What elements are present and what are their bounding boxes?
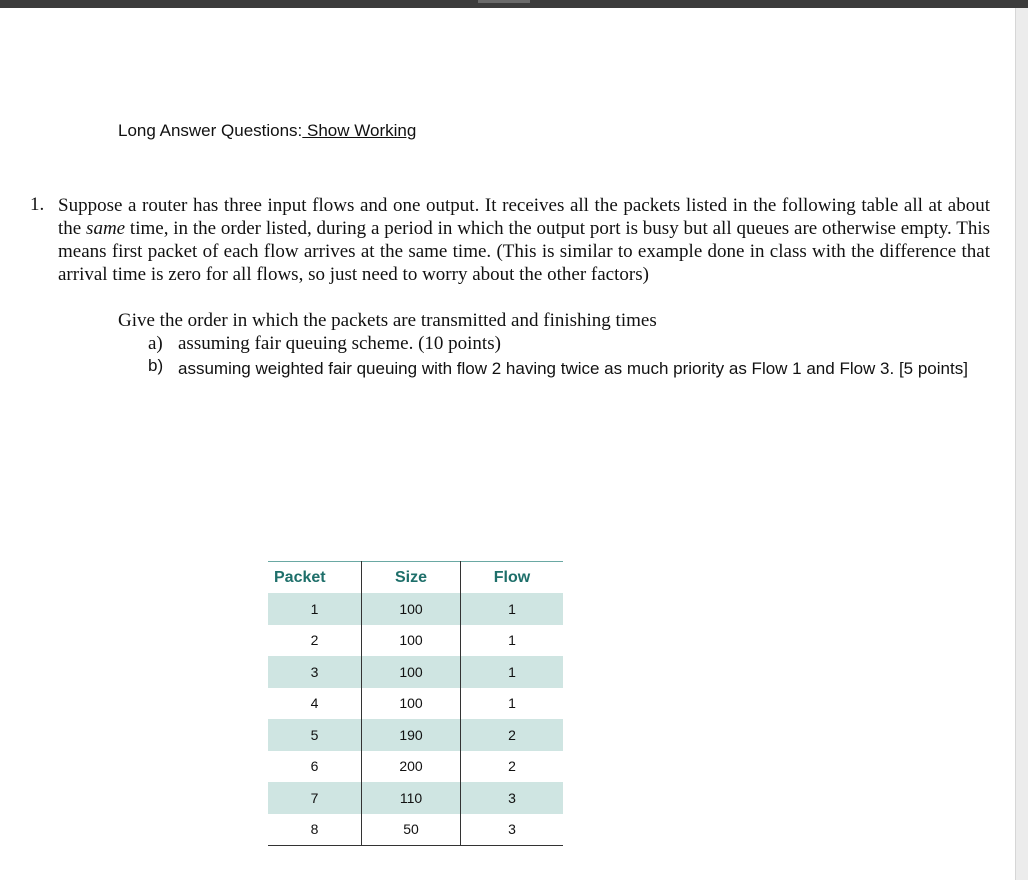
- table-row: [268, 656, 563, 688]
- question-text-part2: time, in the order listed, during a period in which the output port is busy but all queues are otherwise empty. This means first packet of each flow arrives at the same time. (This is similar to example done in class with the difference that arrival time is zero for all flows, so just need to worry about the other factors): [58, 218, 990, 285]
- table-row: [268, 782, 563, 814]
- cell-flow: 1: [461, 593, 564, 625]
- heading-prefix: Long Answer Questions:: [118, 121, 303, 140]
- header-packet: Packet: [268, 562, 362, 594]
- question-text: [58, 194, 990, 286]
- cell-packet: 8: [268, 814, 362, 846]
- cell-size: 100: [362, 656, 461, 688]
- cell-flow: 1: [508, 695, 516, 712]
- table-row: [268, 688, 563, 720]
- table-row: [268, 719, 563, 751]
- table-row: [268, 593, 563, 625]
- cell-size: 100: [362, 593, 461, 625]
- cell-packet: 6: [268, 751, 362, 783]
- cell-packet: 5: [268, 719, 362, 751]
- cell-packet: 4: [268, 688, 362, 720]
- header-flow: Flow: [461, 562, 564, 594]
- cell-size: 190: [362, 719, 461, 751]
- cell-size: 200: [362, 751, 461, 783]
- instruction-text: Give the order in which the packets are transmitted and finishing times: [118, 310, 657, 331]
- cell-size: 100: [362, 625, 461, 657]
- header-size: Size: [362, 562, 461, 594]
- question-text-part1: Suppose a router has three input flows and one output. It receives all the packets listed in the following table all at about the: [58, 195, 990, 239]
- cell-packet: 1: [268, 593, 362, 625]
- question-text-emphasis: same: [86, 218, 126, 239]
- scrollbar-track[interactable]: [1015, 8, 1028, 880]
- cell-packet: 3: [268, 656, 362, 688]
- cell-flow: 2: [461, 719, 564, 751]
- cell-flow: 3: [461, 782, 564, 814]
- cell-flow: 2: [508, 758, 516, 775]
- cell-size: 110: [362, 782, 461, 814]
- table-header-row: [268, 562, 563, 594]
- cell-size: 50: [362, 814, 461, 846]
- table-row: [268, 751, 563, 783]
- section-heading: [118, 121, 416, 141]
- table-row: [268, 625, 563, 657]
- heading-underlined: Show Working: [302, 121, 417, 140]
- window-top-bar: [0, 0, 1028, 8]
- subquestion-b-label: b): [148, 356, 164, 375]
- subquestion-b-text: assuming weighted fair queuing with flow 2 having twice as much priority as Flow 1 and Flow 3. [5 points]: [178, 359, 968, 378]
- cell-packet: 2: [268, 625, 362, 657]
- cell-flow: 1: [508, 632, 516, 649]
- question-number: 1.: [30, 194, 45, 215]
- packet-table: [268, 561, 563, 846]
- subquestion-a-label: a): [148, 333, 163, 354]
- cell-size: 100: [362, 688, 461, 720]
- cell-packet: 7: [268, 782, 362, 814]
- subquestion-a-text: assuming fair queuing scheme. (10 points): [178, 333, 501, 354]
- table-row: [268, 814, 563, 846]
- top-tab-indicator: [478, 0, 530, 3]
- cell-flow: 3: [461, 814, 564, 846]
- cell-flow: 1: [461, 656, 564, 688]
